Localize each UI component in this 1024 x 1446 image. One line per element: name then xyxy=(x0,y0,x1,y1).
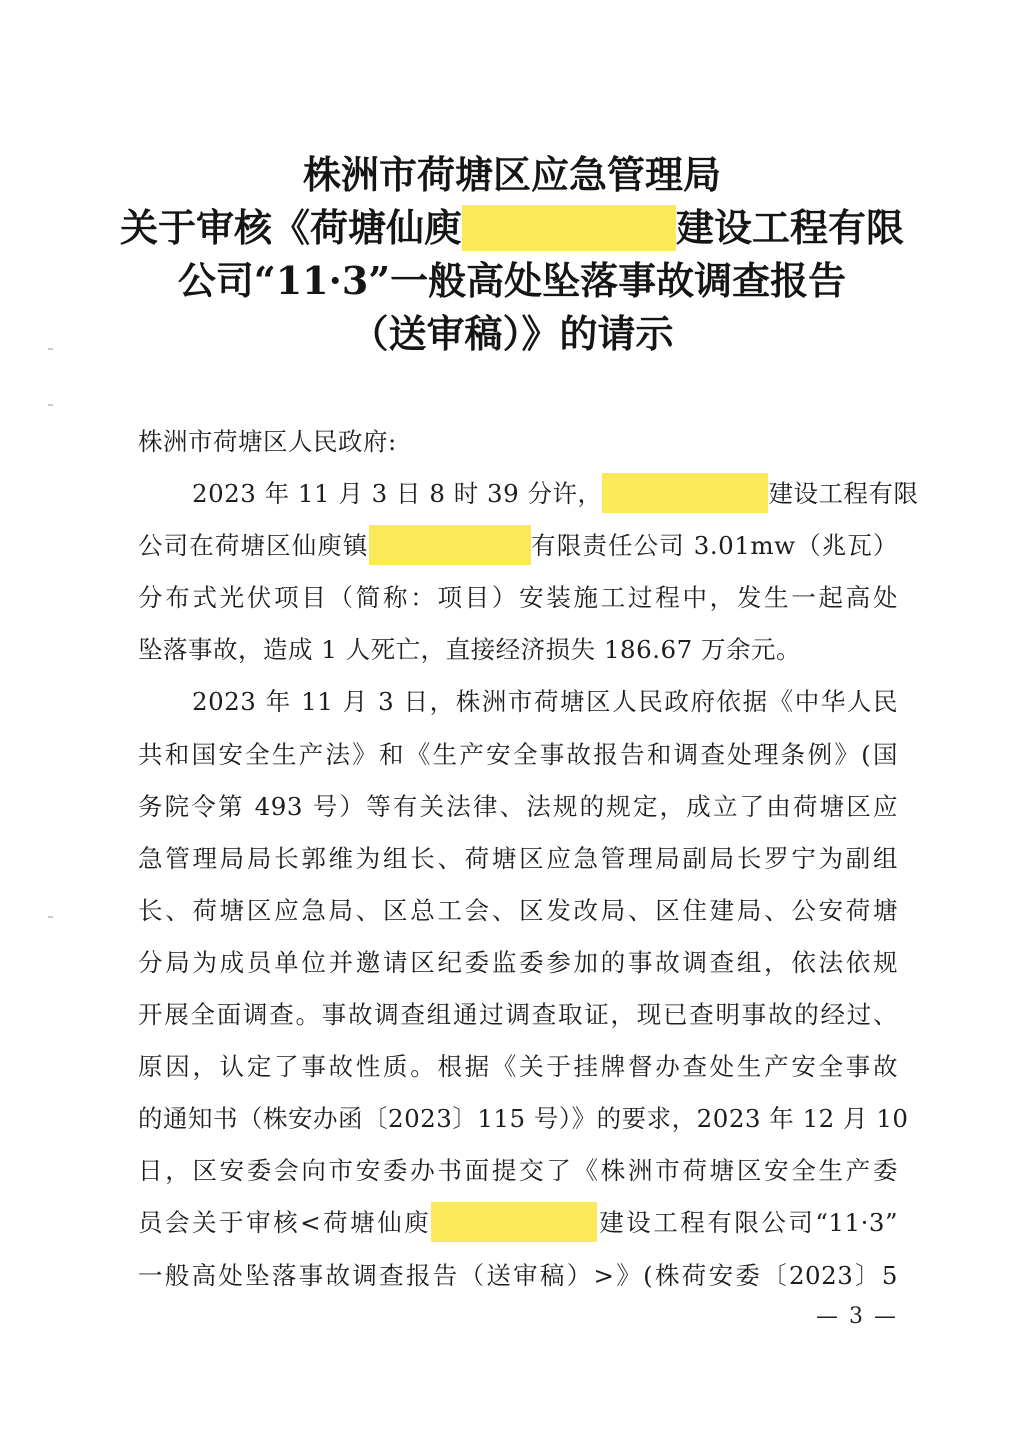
paragraph-2-line: 长、荷塘区应急局、区总工会、区发改局、区住建局、公安荷塘 xyxy=(138,895,898,925)
document-body xyxy=(138,416,919,1302)
redaction-block xyxy=(602,473,768,513)
page-number: — 3 — xyxy=(816,1304,898,1329)
redaction-block xyxy=(369,525,531,565)
redaction-block xyxy=(431,1202,597,1242)
paragraph-2-line: 原因，认定了事故性质。根据《关于挂牌督办查处生产安全事故 xyxy=(138,1052,898,1082)
addressee: 株洲市荷塘区人民政府: xyxy=(138,427,397,456)
paragraph-1-line: 公司在荷塘区仙庾镇 有限责任公司 3.01mw（兆瓦） xyxy=(138,520,898,572)
paragraph-2-line: 分局为成员单位并邀请区纪委监委参加的事故调查组，依法依规 xyxy=(138,947,898,977)
title-line-4: （送审稿）》的请示 xyxy=(350,311,674,356)
redaction-block xyxy=(462,205,676,251)
paragraph-2-line: 员会关于审核<荷塘仙庾 建设工程有限公司“11·3” xyxy=(138,1197,898,1249)
paragraph-1-line: 分布式光伏项目（简称：项目）安装施工过程中，发生一起高处 xyxy=(138,583,898,613)
paragraph-2-line: 共和国安全生产法》和《生产安全事故报告和调查处理条例》(国 xyxy=(138,739,898,769)
scan-mark xyxy=(48,916,53,918)
paragraph-2-line: 急管理局局长郭维为组长、荷塘区应急管理局副局长罗宁为副组 xyxy=(138,843,898,873)
document-title xyxy=(120,148,904,360)
paragraph-1-line: 坠落事故，造成 1 人死亡，直接经济损失 186.67 万余元。 xyxy=(138,635,801,665)
paragraph-2-line: 一般高处坠落事故调查报告（送审稿）>》(株荷安委〔2023〕5 xyxy=(138,1260,898,1290)
title-line-2: 关于审核《荷塘仙庾 建设工程有限 xyxy=(120,205,905,250)
paragraph-2-line: 开展全面调查。事故调查组通过调查取证，现已查明事故的经过、 xyxy=(138,1000,898,1030)
paragraph-2-line: 2023 年 11 月 3 日，株洲市荷塘区人民政府依据《中华人民 xyxy=(192,687,898,717)
paragraph-2-line: 务院令第 493 号）等有关法律、法规的规定，成立了由荷塘区应 xyxy=(138,791,898,821)
scan-mark xyxy=(48,404,53,406)
title-line-1: 株洲市荷塘区应急管理局 xyxy=(302,152,721,197)
title-line-3: 公司“11·3”一般高处坠落事故调查报告 xyxy=(177,258,847,303)
paragraph-2-line: 日，区安委会向市安委办书面提交了《株洲市荷塘区安全生产委 xyxy=(138,1156,898,1186)
paragraph-1-line: 2023 年 11 月 3 日 8 时 39 分许， 建设工程有限 xyxy=(138,468,898,520)
scan-mark xyxy=(48,348,53,350)
paragraph-2-line: 的通知书（株安办函〔2023〕115 号）》的要求，2023 年 12 月 10 xyxy=(138,1104,909,1134)
